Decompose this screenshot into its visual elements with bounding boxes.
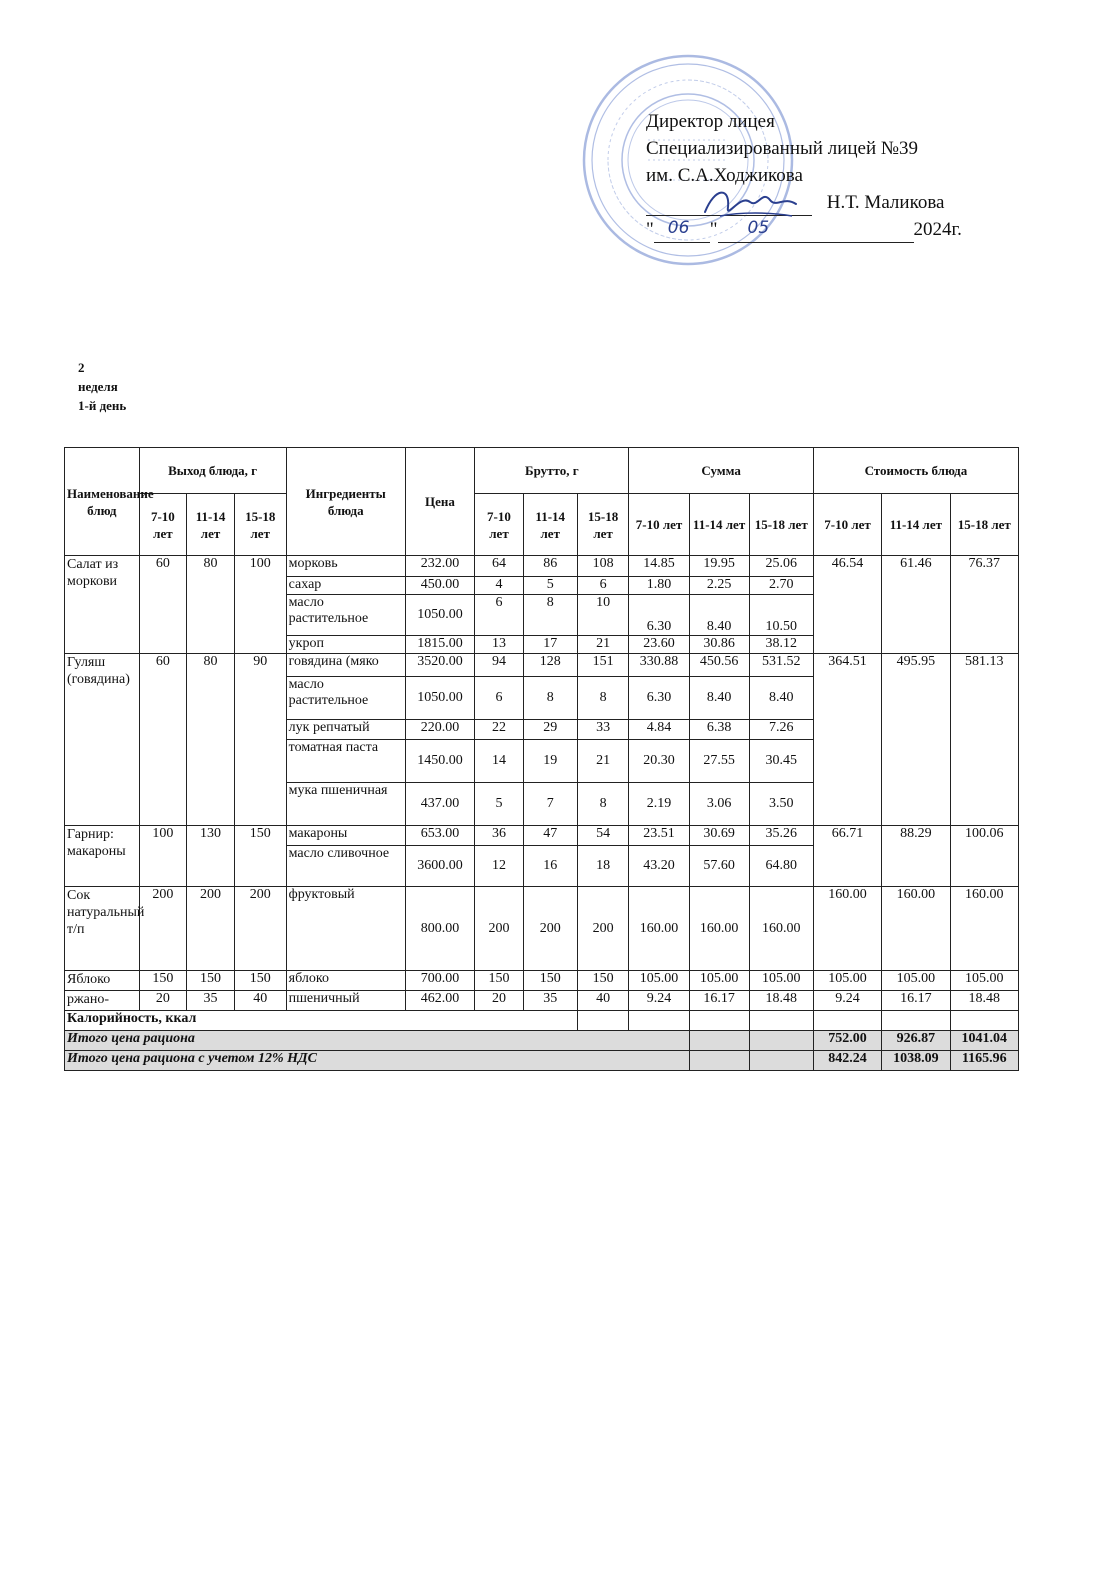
day-label: 1-й день [78, 398, 127, 413]
brutto-11-14: 35 [523, 991, 577, 1011]
sum-7-10: 160.00 [629, 887, 689, 971]
empty-cell [749, 1051, 813, 1071]
sum-15-18: 160.00 [749, 887, 813, 971]
sum-11-14: 27.55 [689, 740, 749, 783]
sum-15-18: 64.80 [749, 846, 813, 887]
total-label: Итого цена рациона [65, 1031, 690, 1051]
brutto-7-10: 12 [475, 846, 524, 887]
brutto-7-10: 22 [475, 720, 524, 740]
dish-name: Сок натуральный т/п [65, 887, 140, 971]
dish-output-7-10: 20 [139, 991, 187, 1011]
date-month-blank [718, 218, 914, 243]
brutto-7-10: 4 [475, 577, 524, 595]
total-vat-11-14: 1038.09 [882, 1051, 950, 1071]
sum-7-10: 4.84 [629, 720, 689, 740]
sum-7-10: 23.51 [629, 826, 689, 846]
sum-11-14: 57.60 [689, 846, 749, 887]
brutto-15-18: 8 [577, 677, 629, 720]
brutto-7-10: 14 [475, 740, 524, 783]
total-vat-row [65, 1051, 1019, 1071]
sum-15-18: 35.26 [749, 826, 813, 846]
empty-cell [950, 1011, 1018, 1031]
dish-output-15-18: 90 [234, 654, 286, 826]
ingredient: яблоко [286, 971, 405, 991]
empty-cell [629, 1011, 689, 1031]
brutto-11-14: 29 [523, 720, 577, 740]
sum-11-14: 30.69 [689, 826, 749, 846]
brutto-15-18: 150 [577, 971, 629, 991]
brutto-7-10: 20 [475, 991, 524, 1011]
brutto-15-18: 10 [577, 595, 629, 636]
brutto-7-10: 200 [475, 887, 524, 971]
dish-cost-15-18: 100.06 [950, 826, 1018, 887]
ingredient: лук репчатый [286, 720, 405, 740]
dish-cost-11-14: 105.00 [882, 971, 950, 991]
total-7-10: 752.00 [813, 1031, 881, 1051]
brutto-11-14: 16 [523, 846, 577, 887]
header-age-7-10: 7-10 лет [139, 494, 187, 556]
header-age-7-10: 7-10 лет [475, 494, 524, 556]
dish-cost-11-14: 160.00 [882, 887, 950, 971]
sum-15-18: 105.00 [749, 971, 813, 991]
ingredient-price: 1050.00 [405, 595, 474, 636]
brutto-7-10: 6 [475, 677, 524, 720]
sum-7-10: 23.60 [629, 636, 689, 654]
sum-11-14: 8.40 [689, 595, 749, 636]
brutto-7-10: 13 [475, 636, 524, 654]
sum-15-18: 2.70 [749, 577, 813, 595]
sum-7-10: 14.85 [629, 556, 689, 577]
dish-cost-11-14: 16.17 [882, 991, 950, 1011]
brutto-7-10: 36 [475, 826, 524, 846]
week-number: 2 [78, 360, 85, 375]
sum-7-10: 105.00 [629, 971, 689, 991]
sum-11-14: 450.56 [689, 654, 749, 677]
dish-cost-15-18: 581.13 [950, 654, 1018, 826]
approval-school-line-2: им. С.А.Ходжикова [646, 165, 803, 186]
sum-15-18: 7.26 [749, 720, 813, 740]
empty-cell [577, 1011, 629, 1031]
ingredient-price: 220.00 [405, 720, 474, 740]
ingredient-price: 653.00 [405, 826, 474, 846]
date-day: 06 [667, 218, 690, 238]
director-signature [700, 182, 800, 224]
sum-15-18: 8.40 [749, 677, 813, 720]
brutto-15-18: 151 [577, 654, 629, 677]
ingredient-price: 3520.00 [405, 654, 474, 677]
brutto-11-14: 128 [523, 654, 577, 677]
brutto-11-14: 7 [523, 783, 577, 826]
header-ingredients: Ингредиенты блюда [286, 448, 405, 556]
dish-output-11-14: 200 [187, 887, 235, 971]
header-age-11-14: 11-14 лет [187, 494, 235, 556]
dish-cost-15-18: 76.37 [950, 556, 1018, 654]
header-age-15-18: 15-18 лет [749, 494, 813, 556]
brutto-11-14: 19 [523, 740, 577, 783]
header-age-11-14: 11-14 лет [882, 494, 950, 556]
header-age-15-18: 15-18 лет [234, 494, 286, 556]
dish-output-7-10: 100 [139, 826, 187, 887]
brutto-11-14: 150 [523, 971, 577, 991]
ingredient: масло растительное [286, 677, 405, 720]
dish-output-11-14: 80 [187, 654, 235, 826]
dish-output-15-18: 150 [234, 971, 286, 991]
dish-output-15-18: 200 [234, 887, 286, 971]
ingredient-price: 462.00 [405, 991, 474, 1011]
header-age-11-14: 11-14 лет [689, 494, 749, 556]
table-row [65, 991, 1019, 1011]
empty-cell [689, 1031, 749, 1051]
date-quote-open: " [646, 219, 654, 240]
date-month: 05 [747, 218, 770, 238]
ingredient: томатная паста [286, 740, 405, 783]
empty-cell [689, 1051, 749, 1071]
date-quote-close: " [709, 219, 718, 240]
dish-name: Гуляш (говядина) [65, 654, 140, 826]
brutto-11-14: 8 [523, 595, 577, 636]
table-row [65, 654, 1019, 677]
brutto-15-18: 54 [577, 826, 629, 846]
director-name: Н.Т. Маликова [826, 192, 945, 213]
dish-output-11-14: 80 [187, 556, 235, 654]
header-brutto: Брутто, г [475, 448, 629, 494]
dish-output-11-14: 130 [187, 826, 235, 887]
sum-11-14: 105.00 [689, 971, 749, 991]
sum-11-14: 16.17 [689, 991, 749, 1011]
sum-7-10: 6.30 [629, 595, 689, 636]
sum-15-18: 3.50 [749, 783, 813, 826]
sum-15-18: 18.48 [749, 991, 813, 1011]
sum-7-10: 9.24 [629, 991, 689, 1011]
sum-7-10: 2.19 [629, 783, 689, 826]
sum-11-14: 3.06 [689, 783, 749, 826]
approval-school-line-1: Специализированный лицей №39 [646, 138, 919, 159]
brutto-11-14: 47 [523, 826, 577, 846]
header-dish-name: Наименование блюд [65, 448, 140, 556]
ingredient: масло сливочное [286, 846, 405, 887]
header-age-15-18: 15-18 лет [950, 494, 1018, 556]
ingredient-price: 437.00 [405, 783, 474, 826]
approval-signature-line [646, 189, 962, 216]
menu-heading [78, 358, 126, 415]
brutto-15-18: 21 [577, 740, 629, 783]
menu-table [64, 447, 1019, 1071]
dish-cost-7-10: 160.00 [813, 887, 881, 971]
ingredient: сахар [286, 577, 405, 595]
sum-15-18: 38.12 [749, 636, 813, 654]
brutto-15-18: 200 [577, 887, 629, 971]
ingredient-price: 450.00 [405, 577, 474, 595]
ingredient: мука пшеничная [286, 783, 405, 826]
approval-title: Директор лицея [646, 111, 775, 132]
ingredient-price: 1450.00 [405, 740, 474, 783]
table-row [65, 826, 1019, 846]
sum-11-14: 8.40 [689, 677, 749, 720]
dish-cost-7-10: 9.24 [813, 991, 881, 1011]
empty-cell [813, 1011, 881, 1031]
date-year: 2024г. [913, 219, 962, 240]
brutto-15-18: 33 [577, 720, 629, 740]
ingredient: морковь [286, 556, 405, 577]
ingredient-price: 3600.00 [405, 846, 474, 887]
approval-date-line [646, 216, 962, 243]
dish-cost-15-18: 18.48 [950, 991, 1018, 1011]
header-age-7-10: 7-10 лет [813, 494, 881, 556]
sum-11-14: 30.86 [689, 636, 749, 654]
brutto-11-14: 5 [523, 577, 577, 595]
ingredient: укроп [286, 636, 405, 654]
brutto-7-10: 6 [475, 595, 524, 636]
dish-cost-11-14: 61.46 [882, 556, 950, 654]
dish-output-7-10: 60 [139, 556, 187, 654]
total-11-14: 926.87 [882, 1031, 950, 1051]
header-sum: Сумма [629, 448, 813, 494]
dish-output-7-10: 60 [139, 654, 187, 826]
week-label: неделя [78, 379, 118, 394]
brutto-15-18: 40 [577, 991, 629, 1011]
dish-output-11-14: 35 [187, 991, 235, 1011]
sum-11-14: 19.95 [689, 556, 749, 577]
header-dish-cost: Стоимость блюда [813, 448, 1018, 494]
ingredient-price: 800.00 [405, 887, 474, 971]
sum-7-10: 20.30 [629, 740, 689, 783]
brutto-15-18: 6 [577, 577, 629, 595]
sum-15-18: 30.45 [749, 740, 813, 783]
ingredient: макароны [286, 826, 405, 846]
empty-cell [689, 1011, 749, 1031]
total-vat-15-18: 1165.96 [950, 1051, 1018, 1071]
brutto-15-18: 21 [577, 636, 629, 654]
ingredient-price: 1050.00 [405, 677, 474, 720]
brutto-15-18: 8 [577, 783, 629, 826]
brutto-7-10: 64 [475, 556, 524, 577]
brutto-11-14: 200 [523, 887, 577, 971]
dish-cost-11-14: 495.95 [882, 654, 950, 826]
sum-11-14: 2.25 [689, 577, 749, 595]
sum-7-10: 43.20 [629, 846, 689, 887]
ingredient-price: 700.00 [405, 971, 474, 991]
total-vat-label: Итого цена рациона с учетом 12% НДС [65, 1051, 690, 1071]
ingredient: масло растительное [286, 595, 405, 636]
sum-7-10: 330.88 [629, 654, 689, 677]
header-price: Цена [405, 448, 474, 556]
brutto-11-14: 86 [523, 556, 577, 577]
brutto-7-10: 150 [475, 971, 524, 991]
ingredient-price: 1815.00 [405, 636, 474, 654]
total-row [65, 1031, 1019, 1051]
sum-7-10: 1.80 [629, 577, 689, 595]
ingredient-price: 232.00 [405, 556, 474, 577]
dish-cost-11-14: 88.29 [882, 826, 950, 887]
sum-11-14: 160.00 [689, 887, 749, 971]
brutto-11-14: 8 [523, 677, 577, 720]
dish-output-11-14: 150 [187, 971, 235, 991]
total-15-18: 1041.04 [950, 1031, 1018, 1051]
table-row [65, 556, 1019, 577]
total-vat-7-10: 842.24 [813, 1051, 881, 1071]
dish-output-7-10: 200 [139, 887, 187, 971]
header-age-11-14: 11-14 лет [523, 494, 577, 556]
sum-15-18: 25.06 [749, 556, 813, 577]
dish-name: ржано- [65, 991, 140, 1011]
brutto-7-10: 5 [475, 783, 524, 826]
dish-cost-15-18: 105.00 [950, 971, 1018, 991]
brutto-15-18: 18 [577, 846, 629, 887]
brutto-11-14: 17 [523, 636, 577, 654]
table-row [65, 887, 1019, 971]
sum-7-10: 6.30 [629, 677, 689, 720]
dish-output-15-18: 40 [234, 991, 286, 1011]
ingredient: пшеничный [286, 991, 405, 1011]
dish-cost-15-18: 160.00 [950, 887, 1018, 971]
approval-block [646, 108, 962, 243]
dish-output-15-18: 150 [234, 826, 286, 887]
dish-name: Салат из моркови [65, 556, 140, 654]
dish-cost-7-10: 46.54 [813, 556, 881, 654]
sum-15-18: 531.52 [749, 654, 813, 677]
brutto-15-18: 108 [577, 556, 629, 577]
dish-cost-7-10: 66.71 [813, 826, 881, 887]
header-output: Выход блюда, г [139, 448, 286, 494]
dish-cost-7-10: 364.51 [813, 654, 881, 826]
header-age-15-18: 15-18 лет [577, 494, 629, 556]
calories-label: Калорийность, ккал [65, 1011, 578, 1031]
dish-output-7-10: 150 [139, 971, 187, 991]
header-age-7-10: 7-10 лет [629, 494, 689, 556]
table-row [65, 971, 1019, 991]
calories-row [65, 1011, 1019, 1031]
dish-output-15-18: 100 [234, 556, 286, 654]
dish-name: Гарнир: макароны [65, 826, 140, 887]
ingredient: говядина (мяко [286, 654, 405, 677]
table-body [65, 556, 1019, 1071]
dish-cost-7-10: 105.00 [813, 971, 881, 991]
sum-15-18: 10.50 [749, 595, 813, 636]
empty-cell [749, 1011, 813, 1031]
dish-name: Яблоко [65, 971, 140, 991]
empty-cell [749, 1031, 813, 1051]
ingredient: фруктовый [286, 887, 405, 971]
table-header [65, 448, 1019, 556]
date-day-blank [654, 218, 710, 243]
sum-11-14: 6.38 [689, 720, 749, 740]
empty-cell [882, 1011, 950, 1031]
brutto-7-10: 94 [475, 654, 524, 677]
